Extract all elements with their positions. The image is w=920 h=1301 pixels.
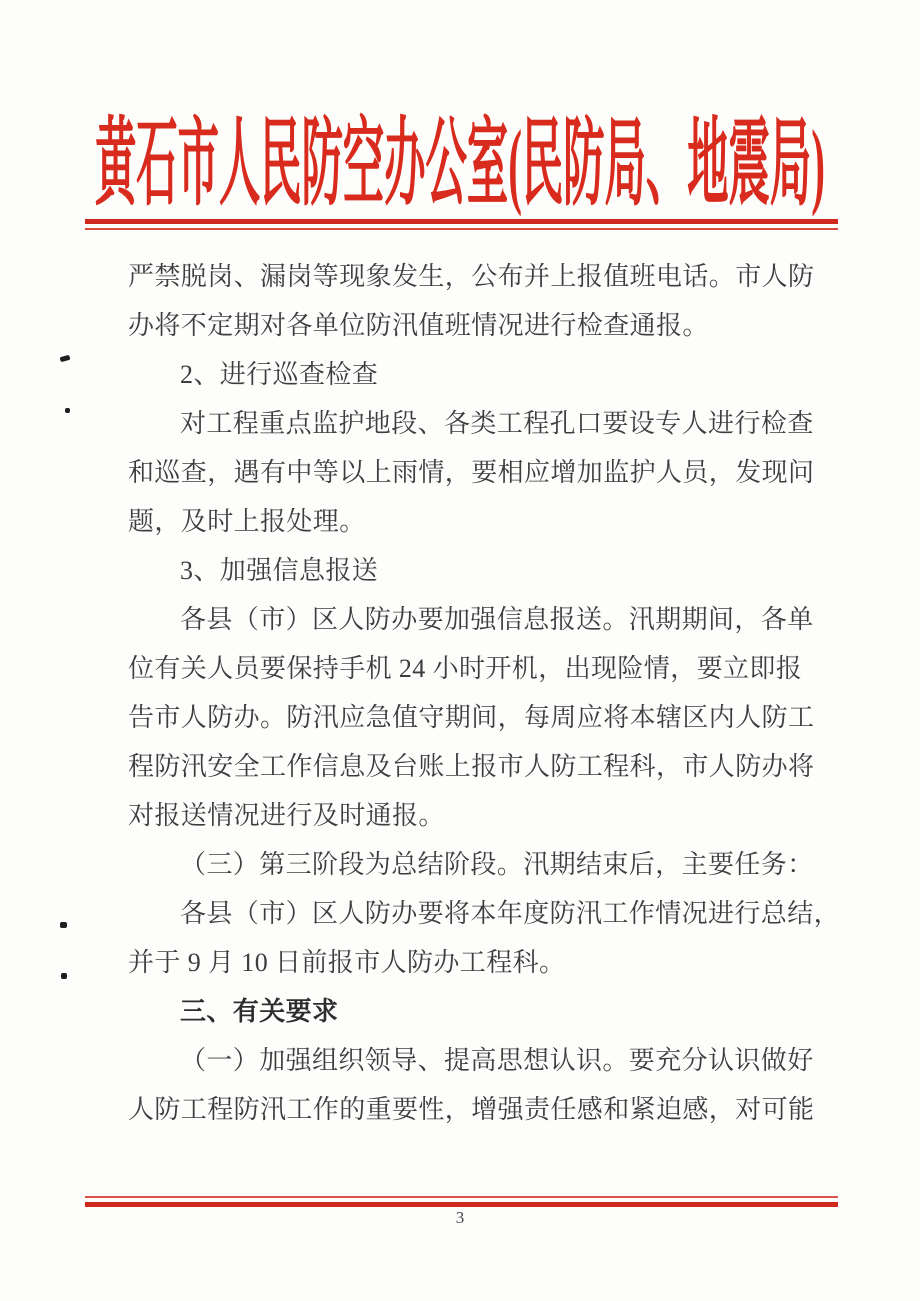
ink-speck (61, 973, 67, 979)
ink-speck (60, 355, 71, 362)
body-line: 告市人防办。防汛应急值守期间，每周应将本辖区内人防工 (128, 703, 815, 732)
document-body (128, 252, 841, 1134)
body-line: 位有关人员要保持手机 24 小时开机，出现险情，要立即报 (128, 654, 803, 683)
body-line: 对工程重点监护地段、各类工程孔口要设专人进行检查 (180, 409, 814, 438)
body-line: 3、加强信息报送 (180, 556, 379, 585)
body-line: 各县（市）区人防办要将本年度防汛工作情况进行总结， (180, 899, 841, 928)
body-line: 人防工程防汛工作的重要性，增强责任感和紧迫感，对可能 (128, 1095, 815, 1124)
body-line: （一）加强组织领导、提高思想认识。要充分认识做好 (180, 1046, 814, 1075)
body-line: 2、进行巡查检查 (180, 360, 379, 389)
ink-speck (65, 408, 70, 413)
body-line: 办将不定期对各单位防汛值班情况进行检查通报。 (128, 311, 709, 340)
document-title: 黄石市人民防空办公室(民防局、地震局) (95, 110, 825, 217)
footer-double-rule (85, 1196, 838, 1207)
footer-rule-thick-line (85, 1202, 838, 1207)
footer-rule-thin-line (85, 1196, 838, 1198)
header-double-rule (85, 219, 838, 230)
body-line: 严禁脱岗、漏岗等现象发生，公布并上报值班电话。市人防 (128, 262, 815, 291)
body-line: 各县（市）区人防办要加强信息报送。汛期期间，各单 (180, 605, 814, 634)
body-line: （三）第三阶段为总结阶段。汛期结束后，主要任务： (180, 850, 814, 879)
body-line: 程防汛安全工作信息及台账上报市人防工程科，市人防办将 (128, 752, 815, 781)
header-rule-thin-line (85, 228, 838, 230)
body-line: 对报送情况进行及时通报。 (128, 801, 445, 830)
body-line: 并于 9 月 10 日前报市人防办工程科。 (128, 948, 566, 977)
body-line: 题，及时上报处理。 (128, 507, 366, 536)
ink-speck (60, 922, 67, 928)
letterhead (0, 108, 920, 220)
body-line: 和巡查，遇有中等以上雨情，要相应增加监护人员，发现问 (128, 458, 815, 487)
page-number: 3 (455, 1208, 465, 1227)
body-section-heading: 三、有关要求 (180, 997, 339, 1026)
